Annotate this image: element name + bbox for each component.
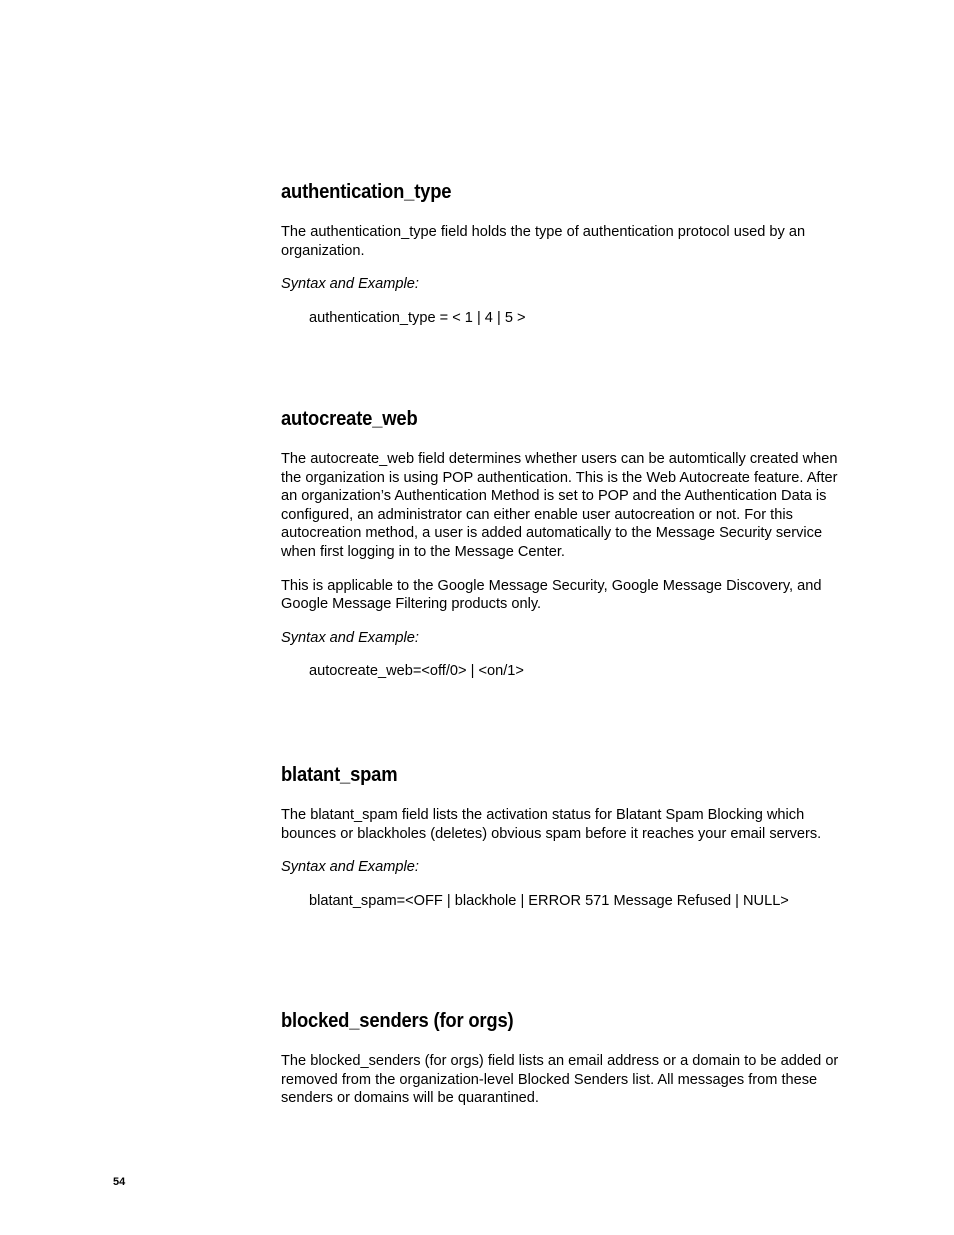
- section-heading: authentication_type: [281, 181, 452, 203]
- syntax-example: authentication_type = < 1 | 4 | 5 >: [309, 309, 526, 326]
- syntax-label: Syntax and Example:: [281, 859, 419, 876]
- syntax-label: Syntax and Example:: [281, 276, 419, 293]
- syntax-label: Syntax and Example:: [281, 629, 419, 646]
- page-number: 54: [113, 1176, 126, 1188]
- section-description: The authentication_type field holds the type of authentication protocol used by an organization.: [281, 224, 806, 259]
- section-authentication-type: [281, 179, 846, 327]
- section-heading: blatant_spam: [281, 764, 398, 786]
- section-blocked-senders: [281, 1008, 846, 1108]
- section-autocreate-web: [281, 406, 846, 681]
- section-heading: autocreate_web: [281, 408, 418, 430]
- section-description: The autocreate_web field determines whether users can be automtically created when the organization is using POP authentication. This is the Web Autocreate feature. After an organization’s Authentication Method is set to POP and the Authentication Data is configured, an administrator can either enable user autocreation or not. For this autocreation method, a user is added automatically to the Message Security service when first logging in to the Message Center.: [281, 451, 838, 560]
- section-description: The blatant_spam field lists the activation status for Blatant Spam Blocking which bounces or blackholes (deletes) obvious spam before it reaches your email servers.: [281, 807, 822, 842]
- section-heading: blocked_senders (for orgs): [281, 1010, 514, 1032]
- section-description-extra: This is applicable to the Google Message Security, Google Message Discovery, and Google Message Filtering products only.: [281, 577, 822, 613]
- section-blatant-spam: [281, 762, 846, 910]
- section-description: The blocked_senders (for orgs) field lists an email address or a domain to be added or removed from the organization-level Blocked Senders list. All messages from these senders or domains will be quarantined.: [281, 1053, 839, 1107]
- syntax-example: autocreate_web=<off/0> | <on/1>: [309, 663, 524, 680]
- syntax-example: blatant_spam=<OFF | blackhole | ERROR 571 Message Refused | NULL>: [309, 892, 789, 909]
